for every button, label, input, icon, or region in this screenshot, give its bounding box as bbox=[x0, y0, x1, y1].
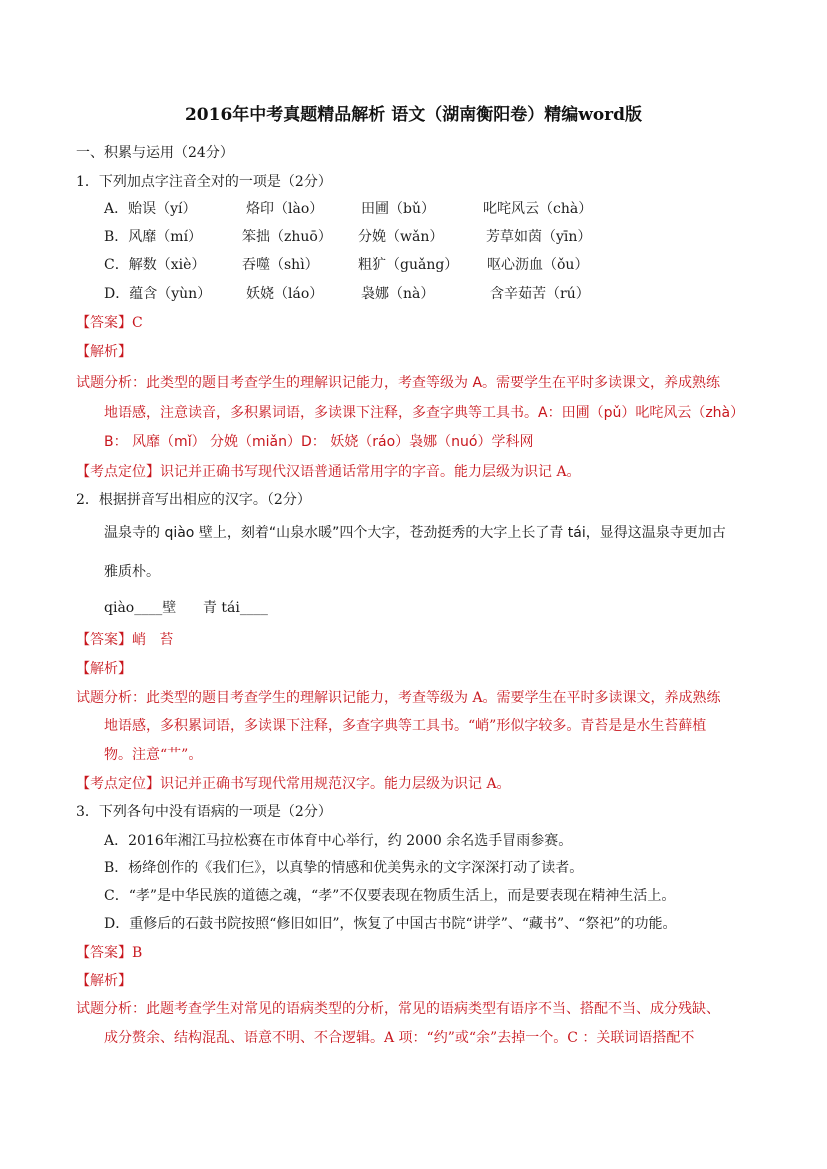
q1-option-b-4: 芳草如茵（yīn） bbox=[486, 229, 592, 245]
q3-analysis-label: 【解析】 bbox=[76, 973, 132, 989]
q3-option-b: B．杨绛创作的《我们仨》，以真挚的情感和优美隽永的文字深深打动了读者。 bbox=[104, 860, 584, 876]
question-3-stem: 3．下列各句中没有语病的一项是（2分） bbox=[76, 804, 332, 820]
q2-analysis-line-1: 试题分析：此类型的题目考查学生的理解识记能力，考查等级为 A。需要学生在平时多读课文，养成熟练 bbox=[76, 690, 721, 706]
q1-option-d-4: 含辛茹苦（rú） bbox=[490, 286, 590, 302]
q2-passage-line-2: 雅质朴。 bbox=[104, 564, 160, 580]
q1-option-a-4: 叱咤风云（chà） bbox=[483, 201, 593, 217]
q1-option-a-2: 烙印（lào） bbox=[246, 201, 324, 217]
q2-passage-line-1: 温泉寺的 qiào 壁上，刻着“山泉水暖”四个大字，苍劲挺秀的大字上长了青 tái，显得这温泉寺更加古 bbox=[104, 525, 726, 541]
q1-option-b-2: 笨拙（zhuō） bbox=[242, 229, 332, 245]
q2-point: 【考点定位】识记并正确书写现代常用规范汉字。能力层级为识记 A。 bbox=[76, 776, 511, 792]
q1-analysis-line-3: B： 风靡（mǐ） 分娩（miǎn）D： 妖娆（ráo）袅娜（nuó）学科网 bbox=[104, 434, 534, 450]
q1-option-c-1: C．解数（xiè） bbox=[104, 257, 206, 273]
q2-fill-blanks: qiào____壁 青 tái____ bbox=[104, 600, 268, 616]
q1-answer: 【答案】C bbox=[76, 315, 143, 331]
q1-option-a-3: 田圃（bǔ） bbox=[361, 201, 435, 217]
q1-option-d-1: D．蕴含（yùn） bbox=[104, 286, 212, 302]
q2-answer: 【答案】峭 苔 bbox=[76, 632, 174, 648]
q1-option-c-2: 吞噬（shì） bbox=[242, 257, 319, 273]
q1-point: 【考点定位】识记并正确书写现代汉语普通话常用字的字音。能力层级为识记 A。 bbox=[76, 464, 581, 480]
question-2-stem: 2．根据拼音写出相应的汉字。（2分） bbox=[76, 492, 311, 508]
q1-option-d-2: 妖娆（láo） bbox=[246, 286, 324, 302]
q3-option-d: D．重修后的石鼓书院按照“修旧如旧”，恢复了中国古书院“讲学”、“藏书”、“祭祀”的功能。 bbox=[104, 916, 677, 932]
q1-analysis-line-2: 地语感，注意读音，多积累词语，多读课下注释，多查字典等工具书。A：田圃（pǔ）叱咤风云（zhà） bbox=[104, 405, 745, 421]
q3-answer: 【答案】B bbox=[76, 945, 143, 961]
document-title: 2016年中考真题精品解析 语文（湖南衡阳卷）精编word版 bbox=[184, 105, 643, 125]
q3-option-c: C．“孝”是中华民族的道德之魂，“孝”不仅要表现在物质生活上，而是要表现在精神生活上。 bbox=[104, 888, 676, 904]
q1-option-c-3: 粗犷（guǎng） bbox=[358, 257, 459, 273]
q1-option-d-3: 袅娜（nà） bbox=[361, 286, 435, 302]
question-1-stem: 1．下列加点字注音全对的一项是（2分） bbox=[76, 174, 332, 190]
q1-option-c-4: 呕心沥血（ǒu） bbox=[487, 257, 589, 273]
q1-analysis-label: 【解析】 bbox=[76, 344, 132, 360]
q1-analysis-line-1: 试题分析：此类型的题目考查学生的理解识记能力，考查等级为 A。需要学生在平时多读课文，养成熟练 bbox=[76, 375, 721, 391]
q1-option-b-1: B．风靡（mí） bbox=[104, 229, 203, 245]
q3-analysis-line-2: 成分赘余、结构混乱、语意不明、不合逻辑。A 项：“约”或“余”去掉一个。C ：关联词语搭配不 bbox=[104, 1030, 695, 1046]
section-heading: 一、积累与运用（24分） bbox=[76, 145, 234, 161]
q2-analysis-line-3: 物。注意“艹”。 bbox=[104, 747, 203, 763]
q3-option-a: A．2016年湘江马拉松赛在市体育中心举行，约 2000 余名选手冒雨参赛。 bbox=[104, 833, 573, 849]
q3-analysis-line-1: 试题分析：此题考查学生对常见的语病类型的分析，常见的语病类型有语序不当、搭配不当、成分残缺、 bbox=[76, 1001, 720, 1017]
q2-analysis-line-2: 地语感，多积累词语，多读课下注释，多查字典等工具书。“峭”形似字较多。青苔是是水生苔藓植 bbox=[104, 718, 707, 734]
q2-analysis-label: 【解析】 bbox=[76, 661, 132, 677]
q1-option-b-3: 分娩（wǎn） bbox=[358, 229, 444, 245]
q1-option-a-1: A．贻误（yí） bbox=[104, 201, 197, 217]
